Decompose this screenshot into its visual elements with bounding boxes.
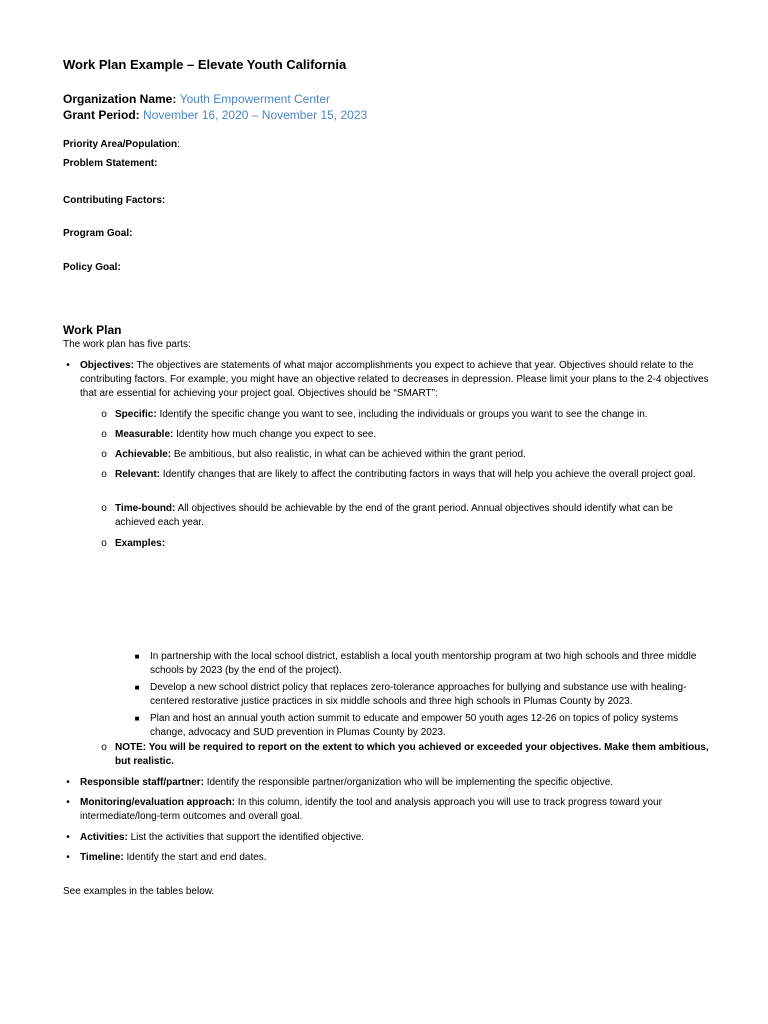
sub-bullet-icon: o xyxy=(101,538,107,549)
priority-area-field xyxy=(63,139,180,150)
bullet-icon: • xyxy=(66,777,70,788)
monitoring-text: In this column, identify the tool and analysis approach you will use to track progress toward your intermediate/long-term outcomes and overall goal. xyxy=(80,797,662,822)
monitoring-label: Monitoring/evaluation approach: xyxy=(80,797,236,808)
grant-period-label: Grant Period: xyxy=(63,108,140,122)
organization-label: Organization Name: xyxy=(63,92,177,106)
sub-bullet-icon: o xyxy=(101,429,107,440)
priority-area-colon: : xyxy=(177,139,180,150)
timeline-item xyxy=(63,851,713,865)
square-bullet-icon: ■ xyxy=(134,714,140,723)
timebound-text: All objectives should be achievable by the end of the grant period. Annual objectives should identify what can be achieved each year. xyxy=(115,503,673,528)
organization-value: Youth Empowerment Center xyxy=(179,92,331,106)
monitoring-item xyxy=(63,796,713,824)
program-goal-field: Program Goal: xyxy=(63,228,133,239)
bullet-icon: • xyxy=(66,852,70,863)
sub-bullet-icon: o xyxy=(101,409,107,420)
note-item xyxy=(99,741,711,769)
smart-achievable-item xyxy=(99,448,711,462)
sub-bullet-icon: o xyxy=(101,469,107,480)
footer-note: See examples in the tables below. xyxy=(63,886,215,897)
smart-relevant-item xyxy=(99,468,711,482)
sub-bullet-icon: o xyxy=(101,503,107,514)
priority-area-label: Priority Area/Population xyxy=(63,139,178,150)
grant-period-value: November 16, 2020 – November 15, 2023 xyxy=(143,108,368,122)
sub-bullet-icon: o xyxy=(101,742,107,753)
example-item xyxy=(133,650,711,678)
responsible-text: Identify the responsible partner/organization who will be implementing the specific objective. xyxy=(203,777,614,788)
bullet-icon: • xyxy=(66,797,70,808)
example-text: Develop a new school district policy that replaces zero-tolerance approaches for bullying and substance use with healing-centered restorative justice practices in six middle schools and three high schools in Plumas County by 2023. xyxy=(150,682,687,707)
achievable-text: Be ambitious, but also realistic, in what can be achieved within the grant period. xyxy=(171,449,526,460)
sub-bullet-icon: o xyxy=(101,449,107,460)
example-item xyxy=(133,712,711,740)
specific-text: Identify the specific change you want to see, including the individuals or groups you want to see the change in. xyxy=(156,409,648,420)
objectives-item xyxy=(63,359,713,401)
bullet-icon: • xyxy=(66,360,70,371)
smart-examples-item xyxy=(99,537,711,551)
measurable-label: Measurable: xyxy=(115,429,174,440)
note-text: NOTE: You will be required to report on the extent to which you achieved or exceeded your objectives. Make them ambitious, but realistic. xyxy=(115,742,709,767)
activities-item xyxy=(63,831,713,845)
objectives-text: The objectives are statements of what major accomplishments you expect to achieve that year. Objectives should relate to the contributing factors. For example, you might have an objective related to decreases in depression. Please limit your plans to the 2-4 objectives that are essential for achieving your project goal. Objectives should be “SMART”: xyxy=(80,360,709,399)
objectives-label: Objectives: xyxy=(80,360,134,371)
relevant-text: Identify changes that are likely to affect the contributing factors in ways that will help you achieve the overall project goal. xyxy=(160,469,696,480)
organization-line xyxy=(63,92,330,106)
timebound-label: Time-bound: xyxy=(115,503,176,514)
smart-measurable-item xyxy=(99,428,711,442)
problem-statement-field: Problem Statement: xyxy=(63,158,158,169)
example-item xyxy=(133,681,711,709)
responsible-item xyxy=(63,776,713,790)
specific-label: Specific: xyxy=(115,409,157,420)
achievable-label: Achievable: xyxy=(115,449,172,460)
smart-specific-item xyxy=(99,408,711,422)
work-plan-heading: Work Plan xyxy=(63,323,122,337)
timeline-label: Timeline: xyxy=(80,852,124,863)
example-text: Plan and host an annual youth action summit to educate and empower 50 youth ages 12-26 on topics of policy systems change, advocacy and SUD prevention in Plumas County by 2023. xyxy=(150,713,679,738)
relevant-label: Relevant: xyxy=(115,469,161,480)
timeline-text: Identify the start and end dates. xyxy=(123,852,267,863)
square-bullet-icon: ■ xyxy=(134,683,140,692)
responsible-label: Responsible staff/partner: xyxy=(80,777,204,788)
work-plan-intro: The work plan has five parts: xyxy=(63,339,191,350)
contributing-factors-field: Contributing Factors: xyxy=(63,195,166,206)
document-title: Work Plan Example – Elevate Youth California xyxy=(63,57,347,72)
measurable-text: Identity how much change you expect to see. xyxy=(173,429,377,440)
activities-text: List the activities that support the identified objective. xyxy=(127,832,365,843)
activities-label: Activities: xyxy=(80,832,128,843)
square-bullet-icon: ■ xyxy=(134,652,140,661)
policy-goal-field: Policy Goal: xyxy=(63,262,121,273)
smart-timebound-item xyxy=(99,502,711,530)
bullet-icon: • xyxy=(66,832,70,843)
grant-period-line xyxy=(63,108,367,122)
examples-label: Examples: xyxy=(115,538,166,549)
example-text: In partnership with the local school district, establish a local youth mentorship program at two high schools and three middle schools by 2023 (by the end of the project). xyxy=(150,651,697,676)
